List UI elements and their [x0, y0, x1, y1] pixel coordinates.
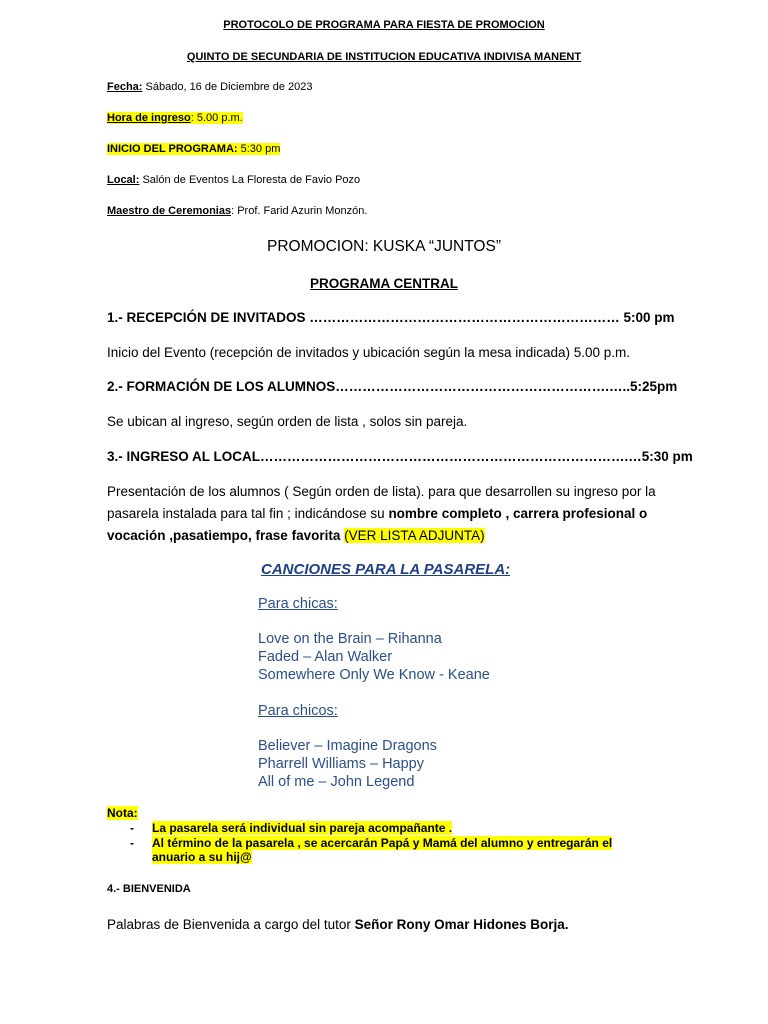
item3-description-line3 — [107, 528, 485, 543]
tutor-name: Señor Rony Omar Hidones Borja. — [354, 917, 569, 932]
song-item: All of me – John Legend — [258, 774, 415, 790]
item3-line2-bold: nombre completo , carrera profesional o — [388, 506, 648, 521]
item4-heading: 4.- BIENVENIDA — [107, 883, 191, 895]
nota-dash: - — [130, 821, 134, 835]
fecha-value: Sábado, 16 de Diciembre de 2023 — [142, 81, 313, 93]
item2-description: Se ubican al ingreso, según orden de lista , solos sin pareja. — [107, 414, 468, 429]
nota-line2-continued: anuario a su hij@ — [152, 850, 252, 864]
fecha-line — [107, 81, 312, 93]
hora-value: : 5.00 p.m. — [190, 112, 243, 124]
maestro-line — [107, 205, 367, 217]
hora-line — [107, 112, 243, 124]
nota-line2: Al término de la pasarela , se acercarán Papá y Mamá del alumno y entregarán el — [152, 836, 613, 850]
local-label: Local: — [107, 174, 140, 186]
item3-line2-text: pasarela instalada para tal fin ; indicándose su — [107, 506, 389, 521]
song-item: Love on the Brain – Rihanna — [258, 631, 442, 647]
item3-description-line2 — [107, 506, 647, 521]
nota-label: Nota: — [107, 806, 138, 820]
bienvenida-text-a: Palabras de Bienvenida a cargo del tutor — [107, 917, 355, 932]
item2-heading: 2.- FORMACIÓN DE LOS ALUMNOS…………………………………………………….…..5:25pm — [107, 379, 678, 394]
item3-heading: 3.- INGRESO AL LOCAL……………………………………………………………………….…5:30 pm — [107, 449, 693, 464]
item1-description: Inicio del Evento (recepción de invitados y ubicación según la mesa indicada) 5.00 p.m. — [107, 345, 631, 360]
inicio-value: 5:30 pm — [237, 143, 281, 155]
item3-line3-bold: vocación ,pasatiempo, frase favorita — [107, 528, 345, 543]
canciones-title: CANCIONES PARA LA PASARELA: — [261, 561, 511, 578]
nota-line1: La pasarela será individual sin pareja acompañante . — [152, 821, 453, 835]
promocion-heading: PROMOCION: KUSKA “JUNTOS” — [267, 238, 501, 255]
song-item: Faded – Alan Walker — [258, 649, 393, 665]
document-subtitle: QUINTO DE SECUNDARIA DE INSTITUCION EDUCATIVA INDIVISA MANENT — [186, 51, 582, 63]
programa-central-heading: PROGRAMA CENTRAL — [310, 276, 458, 291]
hora-label: Hora de ingreso — [107, 112, 191, 124]
song-item: Somewhere Only We Know - Keane — [258, 667, 490, 683]
nota-dash: - — [130, 836, 134, 850]
local-value: Salón de Eventos La Floresta de Favio Pozo — [139, 174, 361, 186]
item1-heading: 1.- RECEPCIÓN DE INVITADOS …………………………………………………………… 5:00 pm — [107, 310, 675, 325]
bienvenida-text — [107, 917, 568, 932]
inicio-label: INICIO DEL PROGRAMA: — [107, 143, 238, 155]
chicos-label: Para chicos: — [258, 703, 338, 719]
fecha-label: Fecha: — [107, 81, 143, 93]
chicas-label: Para chicas: — [258, 596, 338, 612]
maestro-label: Maestro de Ceremonias — [107, 205, 232, 217]
document-title: PROTOCOLO DE PROGRAMA PARA FIESTA DE PROMOCION — [223, 19, 545, 31]
item3-description-line1: Presentación de los alumnos ( Según orden de lista). para que desarrollen su ingreso por la — [107, 484, 656, 499]
maestro-value: : Prof. Farid Azurin Monzón. — [231, 205, 368, 217]
inicio-line — [107, 143, 280, 155]
ver-lista-adjunta-note: (VER LISTA ADJUNTA) — [344, 528, 485, 543]
local-line — [107, 174, 360, 186]
song-item: Pharrell Williams – Happy — [258, 756, 424, 772]
song-item: Believer – Imagine Dragons — [258, 738, 437, 754]
